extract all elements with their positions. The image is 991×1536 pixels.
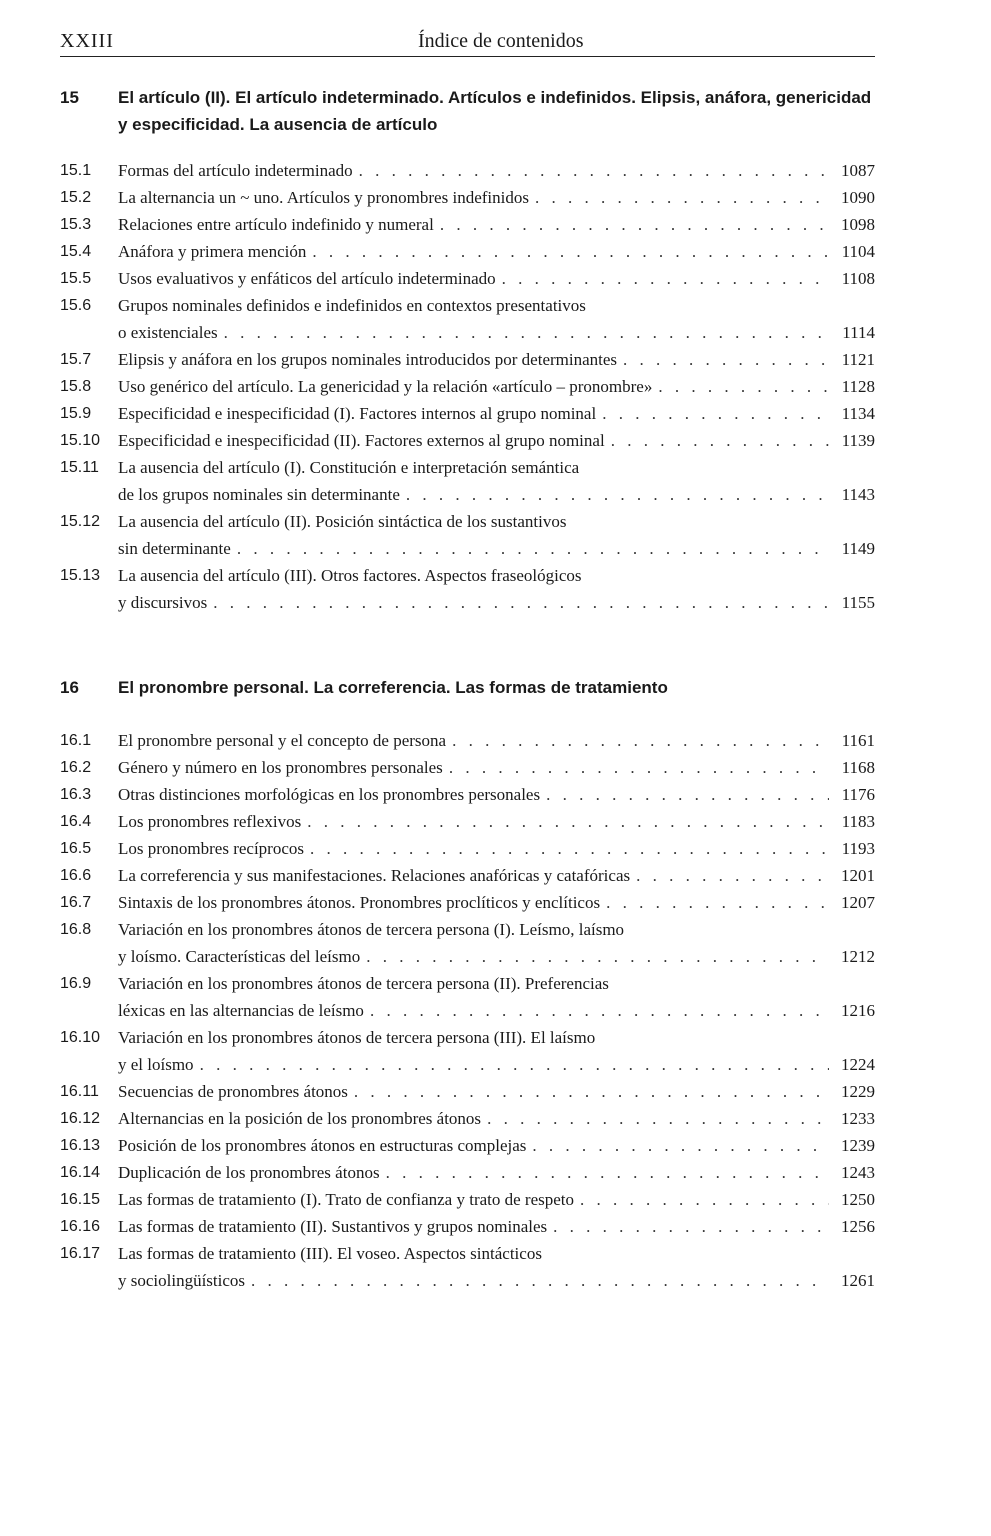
entry-line bbox=[118, 1186, 875, 1213]
entry-line bbox=[118, 589, 875, 616]
section-title-line: Variación en los pronombres átonos de tercera persona (I). Leísmo, laísmo bbox=[118, 920, 625, 939]
entry-line bbox=[118, 862, 875, 889]
section-title: y discursivos bbox=[118, 593, 208, 612]
chapter-16 bbox=[60, 674, 875, 1294]
entry-line bbox=[118, 1213, 875, 1240]
entry-line bbox=[118, 1105, 875, 1132]
entry-body bbox=[118, 781, 875, 808]
running-header bbox=[60, 26, 875, 57]
entry-body bbox=[118, 1132, 875, 1159]
toc-entry bbox=[60, 754, 875, 781]
section-title: Sintaxis de los pronombres átonos. Pronombres proclíticos y enclíticos bbox=[118, 893, 601, 912]
page-reference: 1090 bbox=[841, 188, 875, 207]
entry-line bbox=[118, 265, 875, 292]
toc-entry bbox=[60, 808, 875, 835]
toc-entry bbox=[60, 781, 875, 808]
entry-body bbox=[118, 400, 875, 427]
entry-line bbox=[118, 535, 875, 562]
section-number: 16.14 bbox=[60, 1164, 101, 1181]
entry-line bbox=[118, 1267, 875, 1294]
dot-leader bbox=[200, 1051, 829, 1078]
page-reference: 1098 bbox=[841, 215, 875, 234]
toc-entry bbox=[60, 1132, 875, 1159]
page-reference: 1168 bbox=[841, 758, 875, 777]
section-number: 15.8 bbox=[60, 378, 92, 395]
section-title: Usos evaluativos y enfáticos del artículo indeterminado bbox=[118, 269, 496, 288]
section-title: Posición de los pronombres átonos en estructuras complejas bbox=[118, 1136, 527, 1155]
page-reference: 1155 bbox=[841, 593, 875, 612]
entry-line bbox=[118, 1132, 875, 1159]
toc-entry bbox=[60, 238, 875, 265]
page-reference: 1128 bbox=[841, 377, 875, 396]
section-title-line: Variación en los pronombres átonos de tercera persona (III). El laísmo bbox=[118, 1028, 596, 1047]
entry-body bbox=[118, 1213, 875, 1240]
chapter-number: 15 bbox=[60, 88, 79, 107]
entry-body bbox=[118, 1240, 875, 1294]
entry-line bbox=[118, 1078, 875, 1105]
page-reference: 1216 bbox=[841, 1001, 875, 1020]
entry-body bbox=[118, 754, 875, 781]
page-reference: 1176 bbox=[841, 785, 875, 804]
toc-entry bbox=[60, 1159, 875, 1186]
dot-leader bbox=[606, 889, 829, 916]
section-number: 16.13 bbox=[60, 1137, 101, 1154]
toc-entry bbox=[60, 184, 875, 211]
section-number: 16.15 bbox=[60, 1191, 101, 1208]
section-title: Uso genérico del artículo. La genericidad y la relación «artículo – pronombre» bbox=[118, 377, 653, 396]
page-reference: 1239 bbox=[841, 1136, 875, 1155]
section-title: Relaciones entre artículo indefinido y numeral bbox=[118, 215, 434, 234]
entry-body bbox=[118, 889, 875, 916]
entry-line bbox=[118, 997, 875, 1024]
entry-body bbox=[118, 373, 875, 400]
section-title: y sociolingüísticos bbox=[118, 1271, 246, 1290]
entry-line bbox=[118, 184, 875, 211]
chapter-entries bbox=[60, 157, 875, 616]
entry-body bbox=[118, 916, 875, 970]
section-number: 15.5 bbox=[60, 270, 92, 287]
toc-entry bbox=[60, 454, 875, 508]
dot-leader bbox=[611, 427, 829, 454]
section-title: Género y número en los pronombres personales bbox=[118, 758, 443, 777]
section-title: Alternancias en la posición de los pronombres átonos bbox=[118, 1109, 482, 1128]
section-number: 15.13 bbox=[60, 567, 101, 584]
page-reference: 1207 bbox=[841, 893, 875, 912]
toc-entry bbox=[60, 562, 875, 616]
section-title: La correferencia y sus manifestaciones. Relaciones anafóricas y catafóricas bbox=[118, 866, 631, 885]
dot-leader bbox=[386, 1159, 829, 1186]
entry-body bbox=[118, 265, 875, 292]
page-reference: 1261 bbox=[841, 1271, 875, 1290]
dot-leader bbox=[237, 535, 829, 562]
dot-leader bbox=[224, 319, 829, 346]
section-title: o existenciales bbox=[118, 323, 218, 342]
page-reference: 1114 bbox=[842, 323, 875, 342]
entry-body bbox=[118, 835, 875, 862]
section-number: 15.10 bbox=[60, 432, 101, 449]
section-title: Especificidad e inespecificidad (II). Factores externos al grupo nominal bbox=[118, 431, 605, 450]
entry-body bbox=[118, 970, 875, 1024]
page-reference: 1183 bbox=[841, 812, 875, 831]
entry-body bbox=[118, 427, 875, 454]
entry-body bbox=[118, 862, 875, 889]
toc-entry bbox=[60, 1078, 875, 1105]
dot-leader bbox=[449, 754, 829, 781]
page-number: XXIII bbox=[60, 30, 114, 52]
section-number: 16.6 bbox=[60, 867, 92, 884]
toc-entry bbox=[60, 508, 875, 562]
section-number: 15.7 bbox=[60, 351, 92, 368]
toc-entry bbox=[60, 1213, 875, 1240]
entry-line bbox=[118, 835, 875, 862]
entry-body bbox=[118, 808, 875, 835]
entry-line bbox=[118, 754, 875, 781]
section-number: 16.2 bbox=[60, 759, 92, 776]
section-number: 16.12 bbox=[60, 1110, 101, 1127]
section-title: Elipsis y anáfora en los grupos nominales introducidos por determinantes bbox=[118, 350, 618, 369]
dot-leader bbox=[307, 808, 829, 835]
section-number: 15.9 bbox=[60, 405, 92, 422]
page-reference: 1104 bbox=[841, 242, 875, 261]
chapter-heading bbox=[60, 674, 875, 701]
section-number: 15.11 bbox=[60, 459, 99, 476]
dot-leader bbox=[580, 1186, 829, 1213]
section-title-line: Grupos nominales definidos e indefinidos en contextos presentativos bbox=[118, 296, 586, 315]
toc-entry bbox=[60, 1105, 875, 1132]
toc-entry bbox=[60, 916, 875, 970]
entry-line bbox=[118, 427, 875, 454]
section-title-line: Variación en los pronombres átonos de tercera persona (II). Preferencias bbox=[118, 974, 609, 993]
page-reference: 1193 bbox=[841, 839, 875, 858]
entry-body bbox=[118, 1024, 875, 1078]
page-reference: 1087 bbox=[841, 161, 875, 180]
entry-line bbox=[118, 808, 875, 835]
page-reference: 1250 bbox=[841, 1190, 875, 1209]
page-reference: 1121 bbox=[841, 350, 875, 369]
section-number: 15.12 bbox=[60, 513, 101, 530]
section-title: de los grupos nominales sin determinante bbox=[118, 485, 400, 504]
chapter-15 bbox=[60, 84, 875, 616]
section-number: 16.11 bbox=[60, 1083, 99, 1100]
section-number: 16.4 bbox=[60, 813, 92, 830]
page-reference: 1256 bbox=[841, 1217, 875, 1236]
section-title: Duplicación de los pronombres átonos bbox=[118, 1163, 380, 1182]
toc-entry bbox=[60, 427, 875, 454]
section-title: léxicas en las alternancias de leísmo bbox=[118, 1001, 364, 1020]
entry-line bbox=[118, 1159, 875, 1186]
section-title: Anáfora y primera mención bbox=[118, 242, 307, 261]
entry-body bbox=[118, 211, 875, 238]
section-number: 16.16 bbox=[60, 1218, 101, 1235]
page-reference: 1143 bbox=[841, 485, 875, 504]
section-number: 15.2 bbox=[60, 189, 92, 206]
section-title: Las formas de tratamiento (I). Trato de confianza y trato de respeto bbox=[118, 1190, 575, 1209]
entry-line bbox=[118, 238, 875, 265]
toc-entry bbox=[60, 292, 875, 346]
toc-entry bbox=[60, 1240, 875, 1294]
entry-line bbox=[118, 319, 875, 346]
dot-leader bbox=[440, 211, 829, 238]
page-reference: 1201 bbox=[841, 866, 875, 885]
entry-body bbox=[118, 454, 875, 508]
entry-body bbox=[118, 1159, 875, 1186]
entry-line bbox=[118, 481, 875, 508]
toc-entry bbox=[60, 373, 875, 400]
chapter-entries bbox=[60, 727, 875, 1294]
section-number: 15.3 bbox=[60, 216, 92, 233]
dot-leader bbox=[213, 589, 829, 616]
section-title: Los pronombres recíprocos bbox=[118, 839, 305, 858]
section-title: y loísmo. Características del leísmo bbox=[118, 947, 361, 966]
section-title: Las formas de tratamiento (II). Sustantivos y grupos nominales bbox=[118, 1217, 548, 1236]
dot-leader bbox=[535, 184, 829, 211]
entry-line bbox=[118, 943, 875, 970]
page-reference: 1233 bbox=[841, 1109, 875, 1128]
section-title: Formas del artículo indeterminado bbox=[118, 161, 353, 180]
section-number: 16.3 bbox=[60, 786, 92, 803]
entry-body bbox=[118, 184, 875, 211]
section-title: La alternancia un ~ uno. Artículos y pronombres indefinidos bbox=[118, 188, 529, 207]
chapter-title: El artículo (II). El artículo indeterminado. Artículos e indefinidos. Elipsis, anáfora, genericidad y especificidad. La ausencia de artículo bbox=[118, 88, 872, 134]
toc-entry bbox=[60, 1186, 875, 1213]
section-title: El pronombre personal y el concepto de persona bbox=[118, 731, 447, 750]
running-title: Índice de contenidos bbox=[418, 30, 584, 52]
entry-body bbox=[118, 562, 875, 616]
dot-leader bbox=[546, 781, 829, 808]
entry-body bbox=[118, 292, 875, 346]
dot-leader bbox=[502, 265, 829, 292]
section-number: 15.4 bbox=[60, 243, 92, 260]
dot-leader bbox=[452, 727, 829, 754]
page-reference: 1229 bbox=[841, 1082, 875, 1101]
entry-body bbox=[118, 1105, 875, 1132]
page-reference: 1161 bbox=[841, 731, 875, 750]
dot-leader bbox=[602, 400, 829, 427]
chapter-title: El pronombre personal. La correferencia. Las formas de tratamiento bbox=[118, 678, 668, 697]
page-reference: 1212 bbox=[841, 947, 875, 966]
section-number: 15.1 bbox=[60, 162, 92, 179]
entry-line bbox=[118, 727, 875, 754]
entry-body bbox=[118, 238, 875, 265]
entry-line bbox=[118, 211, 875, 238]
page-reference: 1108 bbox=[841, 269, 875, 288]
dot-leader bbox=[366, 943, 829, 970]
entry-body bbox=[118, 727, 875, 754]
toc-entry bbox=[60, 1024, 875, 1078]
section-title-line: Las formas de tratamiento (III). El voseo. Aspectos sintácticos bbox=[118, 1244, 542, 1263]
dot-leader bbox=[354, 1078, 829, 1105]
entry-line bbox=[118, 373, 875, 400]
toc-entry bbox=[60, 211, 875, 238]
dot-leader bbox=[532, 1132, 829, 1159]
section-number: 16.10 bbox=[60, 1029, 101, 1046]
dot-leader bbox=[370, 997, 829, 1024]
toc-entry bbox=[60, 265, 875, 292]
section-title-line: La ausencia del artículo (II). Posición sintáctica de los sustantivos bbox=[118, 512, 567, 531]
entry-line bbox=[118, 400, 875, 427]
dot-leader bbox=[636, 862, 829, 889]
section-title-line: La ausencia del artículo (I). Constitución e interpretación semántica bbox=[118, 458, 580, 477]
page-reference: 1224 bbox=[841, 1055, 875, 1074]
toc-entry bbox=[60, 346, 875, 373]
dot-leader bbox=[658, 373, 829, 400]
section-title-line: La ausencia del artículo (III). Otros factores. Aspectos fraseológicos bbox=[118, 566, 582, 585]
section-title: Secuencias de pronombres átonos bbox=[118, 1082, 348, 1101]
dot-leader bbox=[623, 346, 829, 373]
section-number: 16.7 bbox=[60, 894, 92, 911]
toc-entry bbox=[60, 970, 875, 1024]
section-title: Otras distinciones morfológicas en los pronombres personales bbox=[118, 785, 541, 804]
entry-body bbox=[118, 1186, 875, 1213]
page-reference: 1243 bbox=[841, 1163, 875, 1182]
section-title: y el loísmo bbox=[118, 1055, 194, 1074]
entry-line bbox=[118, 346, 875, 373]
entry-body bbox=[118, 346, 875, 373]
dot-leader bbox=[251, 1267, 829, 1294]
entry-line bbox=[118, 157, 875, 184]
section-title: sin determinante bbox=[118, 539, 231, 558]
dot-leader bbox=[359, 157, 829, 184]
toc-entry bbox=[60, 889, 875, 916]
toc-entry bbox=[60, 157, 875, 184]
toc-entry bbox=[60, 835, 875, 862]
entry-line bbox=[118, 889, 875, 916]
entry-line bbox=[118, 781, 875, 808]
dot-leader bbox=[406, 481, 829, 508]
entry-body bbox=[118, 1078, 875, 1105]
section-number: 16.8 bbox=[60, 921, 92, 938]
entry-line bbox=[118, 1051, 875, 1078]
toc-entry bbox=[60, 727, 875, 754]
chapter-heading bbox=[60, 84, 875, 144]
dot-leader bbox=[310, 835, 829, 862]
section-number: 16.17 bbox=[60, 1245, 101, 1262]
section-number: 16.5 bbox=[60, 840, 92, 857]
page-reference: 1149 bbox=[841, 539, 875, 558]
section-title: Especificidad e inespecificidad (I). Factores internos al grupo nominal bbox=[118, 404, 597, 423]
dot-leader bbox=[487, 1105, 829, 1132]
toc-entry bbox=[60, 862, 875, 889]
page-reference: 1139 bbox=[841, 431, 875, 450]
section-number: 16.1 bbox=[60, 732, 92, 749]
section-number: 16.9 bbox=[60, 975, 92, 992]
entry-body bbox=[118, 508, 875, 562]
section-title: Los pronombres reflexivos bbox=[118, 812, 302, 831]
dot-leader bbox=[312, 238, 829, 265]
chapter-number: 16 bbox=[60, 678, 79, 697]
entry-body bbox=[118, 157, 875, 184]
section-number: 15.6 bbox=[60, 297, 92, 314]
page-reference: 1134 bbox=[841, 404, 875, 423]
toc-entry bbox=[60, 400, 875, 427]
dot-leader bbox=[553, 1213, 829, 1240]
